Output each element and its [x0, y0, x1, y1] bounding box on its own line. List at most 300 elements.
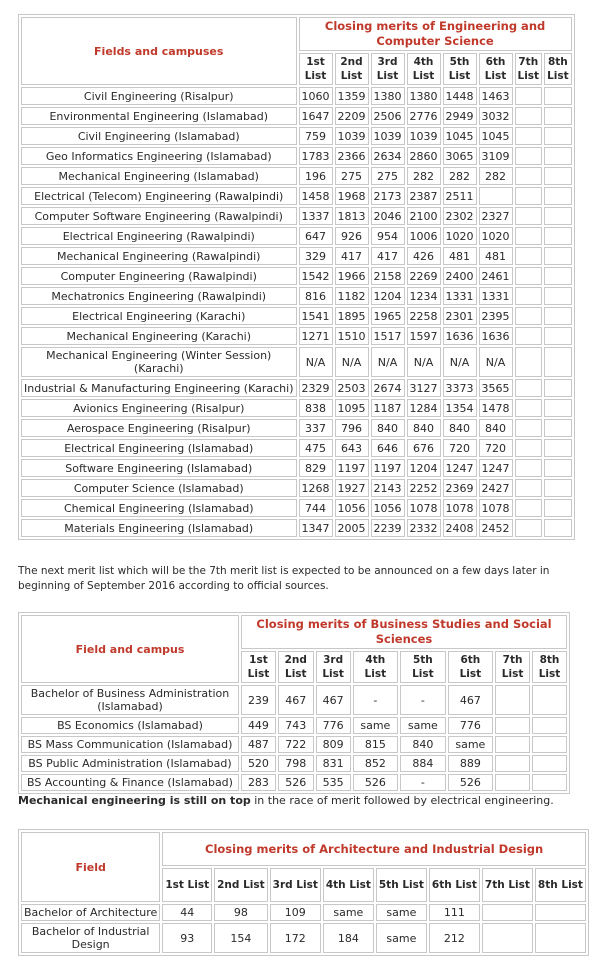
merit-cell: 1647 — [299, 107, 333, 125]
table-row — [21, 307, 572, 325]
column-header — [335, 53, 369, 85]
merit-cell: 3127 — [407, 379, 441, 397]
merit-cell: N/A — [479, 347, 513, 377]
column-header-list: List — [304, 70, 327, 82]
merit-cell: 1783 — [299, 147, 333, 165]
table-row — [21, 755, 567, 772]
merit-cell — [515, 519, 543, 537]
merit-cell: 2400 — [443, 267, 477, 285]
merit-cell: 98 — [214, 904, 268, 921]
merit-cell: 2461 — [479, 267, 513, 285]
merit-cell: 2674 — [371, 379, 405, 397]
row-label-text: BS Accounting & Finance (Islamabad) — [27, 776, 233, 789]
merit-cell: 2209 — [335, 107, 369, 125]
merit-cell: 954 — [371, 227, 405, 245]
business-title: Closing merits of Business Studies and Social Sciences — [241, 615, 567, 649]
merit-cell: 2776 — [407, 107, 441, 125]
merit-cell: 109 — [270, 904, 321, 921]
table-row — [21, 479, 572, 497]
column-header-ordinal: 8th — [539, 654, 560, 666]
merit-cell — [482, 904, 533, 921]
row-label-text: Mechanical Engineering (Winter Session) — [46, 349, 272, 362]
merit-cell: 2258 — [407, 307, 441, 325]
merit-cell — [479, 187, 513, 205]
merit-cell: 643 — [335, 439, 369, 457]
merit-cell: 2143 — [371, 479, 405, 497]
table-row — [21, 227, 572, 245]
merit-cell: 1182 — [335, 287, 369, 305]
merit-cell: 282 — [479, 167, 513, 185]
row-label — [21, 736, 239, 753]
merit-cell: 526 — [448, 774, 494, 791]
merit-cell: 467 — [448, 685, 494, 715]
merit-cell — [544, 479, 572, 497]
merit-cell: - — [353, 685, 399, 715]
row-label — [21, 207, 297, 225]
merit-cell: 275 — [335, 167, 369, 185]
merit-cell: 809 — [316, 736, 351, 753]
merit-cell: 852 — [353, 755, 399, 772]
table-row — [21, 419, 572, 437]
column-header-ordinal: 6th — [485, 56, 506, 68]
row-label — [21, 127, 297, 145]
column-header-list: List — [412, 70, 435, 82]
table-row — [21, 267, 572, 285]
merit-cell: 798 — [278, 755, 314, 772]
row-label — [21, 327, 297, 345]
row-label-text: Bachelor of Industrial — [31, 925, 150, 938]
column-header-ordinal: 4th — [413, 56, 434, 68]
row-label — [21, 717, 239, 734]
merit-cell: 1056 — [335, 499, 369, 517]
merit-cell: 1347 — [299, 519, 333, 537]
merit-cell: same — [448, 736, 494, 753]
merit-cell: 481 — [443, 247, 477, 265]
merit-cell: 1078 — [407, 499, 441, 517]
merit-cell: - — [400, 685, 446, 715]
merit-cell — [535, 923, 586, 953]
merit-cell: 2100 — [407, 207, 441, 225]
row-label — [21, 287, 297, 305]
row-label — [21, 347, 297, 377]
merit-cell: 2329 — [299, 379, 333, 397]
row-label-text: Mechanical Engineering (Karachi) — [66, 329, 252, 343]
column-header-list: List — [547, 70, 569, 82]
column-header-list: List — [364, 668, 387, 680]
row-label — [21, 774, 239, 791]
merit-cell: 1542 — [299, 267, 333, 285]
merit-cell: 467 — [316, 685, 351, 715]
merit-cell: 3065 — [443, 147, 477, 165]
merit-cell: 2949 — [443, 107, 477, 125]
row-label — [21, 923, 160, 953]
row-label-text: Software Engineering (Islamabad) — [65, 461, 253, 475]
merit-cell: 1813 — [335, 207, 369, 225]
merit-cell: 2387 — [407, 187, 441, 205]
merit-cell: same — [376, 923, 427, 953]
merit-cell — [515, 187, 543, 205]
merit-cell: 449 — [241, 717, 276, 734]
merit-cell — [544, 399, 572, 417]
merit-cell: 212 — [429, 923, 480, 953]
merit-cell: 1056 — [371, 499, 405, 517]
merit-cell — [515, 307, 543, 325]
row-label-text: Computer Software Engineering (Rawalpindi) — [34, 209, 283, 223]
merit-cell: 2452 — [479, 519, 513, 537]
merit-cell: 829 — [299, 459, 333, 477]
merit-cell: 1359 — [335, 87, 369, 105]
merit-cell: 840 — [443, 419, 477, 437]
table-row — [21, 379, 572, 397]
merit-cell: 2158 — [371, 267, 405, 285]
merit-cell: 93 — [162, 923, 212, 953]
merit-cell: 1197 — [335, 459, 369, 477]
merit-cell: 196 — [299, 167, 333, 185]
row-label-text: Geo Informatics Engineering (Islamabad) — [45, 149, 272, 163]
merit-cell — [495, 755, 530, 772]
column-header-ordinal: 5th — [412, 654, 433, 666]
engineering-field-header: Fields and campuses — [21, 17, 297, 85]
merit-cell — [544, 127, 572, 145]
row-label-text: Mechatronics Engineering (Rawalpindi) — [51, 289, 267, 303]
row-label-text: Environmental Engineering (Islamabad) — [49, 109, 269, 123]
column-header — [407, 53, 441, 85]
column-header-list: List — [484, 70, 507, 82]
row-label — [21, 479, 297, 497]
merit-cell: 2511 — [443, 187, 477, 205]
merit-cell: 2046 — [371, 207, 405, 225]
next-merit-note: The next merit list which will be the 7th merit list is expected to be announced on a few days later in beginning of September 2016 according to official sources. — [18, 565, 550, 592]
merit-cell — [515, 347, 543, 377]
merit-cell: 111 — [429, 904, 480, 921]
merit-cell — [515, 227, 543, 245]
column-header — [371, 53, 405, 85]
column-header — [479, 53, 513, 85]
table-row — [21, 287, 572, 305]
merit-cell — [515, 479, 543, 497]
merit-cell: 1517 — [371, 327, 405, 345]
column-header: 1st List — [162, 868, 212, 902]
row-label-text: Materials Engineering (Islamabad) — [64, 521, 254, 535]
merit-cell: 2302 — [443, 207, 477, 225]
merit-cell: 2239 — [371, 519, 405, 537]
row-label-text: Civil Engineering (Islamabad) — [77, 129, 240, 143]
column-header — [544, 53, 572, 85]
merit-cell: 1331 — [443, 287, 477, 305]
column-header — [400, 651, 446, 683]
merit-cell: 840 — [371, 419, 405, 437]
merit-cell: 1078 — [479, 499, 513, 517]
column-header-list: List — [322, 668, 344, 680]
column-header-list: List — [412, 668, 434, 680]
row-label — [21, 227, 297, 245]
merit-cell: 1337 — [299, 207, 333, 225]
row-label-text-2: Design — [71, 938, 110, 951]
row-label — [21, 167, 297, 185]
merit-cell: 1968 — [335, 187, 369, 205]
merit-cell: 1020 — [479, 227, 513, 245]
merit-cell: same — [376, 904, 427, 921]
merit-cell: 1354 — [443, 399, 477, 417]
merit-cell — [544, 287, 572, 305]
merit-cell — [544, 439, 572, 457]
merit-cell: 487 — [241, 736, 276, 753]
merit-cell: 1636 — [443, 327, 477, 345]
merit-cell — [535, 904, 586, 921]
row-label — [21, 519, 297, 537]
merit-cell: 467 — [278, 685, 314, 715]
merit-cell — [495, 685, 530, 715]
column-header: 7th List — [482, 868, 533, 902]
merit-cell: 2506 — [371, 107, 405, 125]
merit-cell — [532, 755, 567, 772]
merit-cell: 884 — [400, 755, 446, 772]
merit-cell: 1060 — [299, 87, 333, 105]
merit-cell: 1636 — [479, 327, 513, 345]
merit-cell: 1966 — [335, 267, 369, 285]
business-field-header: Field and campus — [21, 615, 239, 683]
column-header-ordinal: 2nd — [284, 654, 307, 666]
merit-cell: 172 — [270, 923, 321, 953]
merit-cell: 1204 — [371, 287, 405, 305]
merit-cell: 1597 — [407, 327, 441, 345]
table-row — [21, 685, 567, 715]
table-row — [21, 499, 572, 517]
merit-cell — [515, 147, 543, 165]
merit-cell — [515, 499, 543, 517]
merit-cell: 282 — [443, 167, 477, 185]
merit-cell — [515, 247, 543, 265]
column-header-ordinal: 5th — [449, 56, 470, 68]
table-row — [21, 459, 572, 477]
column-header-ordinal: 2nd — [340, 56, 363, 68]
merit-cell: 2408 — [443, 519, 477, 537]
merit-cell — [515, 399, 543, 417]
merit-cell: 776 — [448, 717, 494, 734]
merit-cell: 1895 — [335, 307, 369, 325]
column-header — [448, 651, 494, 683]
merit-cell: same — [323, 904, 374, 921]
row-label — [21, 419, 297, 437]
merit-cell — [515, 167, 543, 185]
column-header-ordinal: 1st — [249, 654, 268, 666]
column-header-list: List — [538, 668, 561, 680]
row-label-text: Computer Engineering (Rawalpindi) — [60, 269, 257, 283]
row-label-text: BS Public Administration (Islamabad) — [28, 757, 232, 770]
column-header-list: List — [448, 70, 471, 82]
row-label-text: BS Economics (Islamabad) — [57, 719, 203, 732]
merit-cell — [544, 327, 572, 345]
merit-cell: 646 — [371, 439, 405, 457]
column-header-ordinal: 8th — [547, 56, 568, 68]
table-row — [21, 247, 572, 265]
merit-cell: 2369 — [443, 479, 477, 497]
merit-cell: 3565 — [479, 379, 513, 397]
business-table — [18, 612, 570, 794]
row-label-text-2: (Karachi) — [133, 362, 184, 375]
merit-cell: same — [400, 717, 446, 734]
merit-cell: 1463 — [479, 87, 513, 105]
row-label-text: BS Mass Communication (Islamabad) — [27, 738, 233, 751]
merit-cell: 2634 — [371, 147, 405, 165]
merit-cell: 1039 — [407, 127, 441, 145]
merit-cell: 796 — [335, 419, 369, 437]
merit-cell: 722 — [278, 736, 314, 753]
merit-cell: 2173 — [371, 187, 405, 205]
merit-cell: 1510 — [335, 327, 369, 345]
merit-cell: 831 — [316, 755, 351, 772]
merit-cell: 2327 — [479, 207, 513, 225]
merit-cell: 184 — [323, 923, 374, 953]
merit-cell: 926 — [335, 227, 369, 245]
column-header-ordinal: 6th — [460, 654, 481, 666]
table-row — [21, 736, 567, 753]
merit-cell — [544, 247, 572, 265]
merit-cell: 2252 — [407, 479, 441, 497]
row-label — [21, 439, 297, 457]
row-label — [21, 187, 297, 205]
column-header — [299, 53, 333, 85]
row-label-text: Electrical Engineering (Islamabad) — [64, 441, 254, 455]
merit-cell — [532, 717, 567, 734]
merit-cell — [544, 307, 572, 325]
column-header-ordinal: 7th — [502, 654, 523, 666]
row-label-text: Chemical Engineering (Islamabad) — [63, 501, 254, 515]
merit-cell: 840 — [400, 736, 446, 753]
merit-cell: 1204 — [407, 459, 441, 477]
row-label-text: Electrical Engineering (Rawalpindi) — [62, 229, 255, 243]
merit-cell — [515, 127, 543, 145]
column-header — [443, 53, 477, 85]
merit-cell: 889 — [448, 755, 494, 772]
merit-cell: 1927 — [335, 479, 369, 497]
merit-cell: 526 — [278, 774, 314, 791]
merit-cell — [544, 207, 572, 225]
table-row — [21, 347, 572, 377]
merit-cell — [515, 287, 543, 305]
merit-footnote — [18, 794, 584, 807]
merit-cell: 1045 — [479, 127, 513, 145]
row-label-text: Electrical Engineering (Karachi) — [72, 309, 246, 323]
column-header-list: List — [501, 668, 524, 680]
merit-cell: 1247 — [479, 459, 513, 477]
table-row — [21, 167, 572, 185]
row-label-text: Mechanical Engineering (Rawalpindi) — [57, 249, 261, 263]
merit-cell: - — [400, 774, 446, 791]
column-header-list: List — [247, 668, 270, 680]
merit-cell: 1247 — [443, 459, 477, 477]
merit-cell: 838 — [299, 399, 333, 417]
merit-cell: 1268 — [299, 479, 333, 497]
merit-cell: N/A — [371, 347, 405, 377]
merit-cell — [544, 347, 572, 377]
merit-cell: 1234 — [407, 287, 441, 305]
table-row — [21, 327, 572, 345]
merit-cell: 2503 — [335, 379, 369, 397]
row-label — [21, 107, 297, 125]
architecture-field-header: Field — [21, 832, 160, 902]
row-label — [21, 459, 297, 477]
merit-cell — [482, 923, 533, 953]
merit-cell — [495, 774, 530, 791]
table-row — [21, 399, 572, 417]
row-label — [21, 499, 297, 517]
merit-cell: 776 — [316, 717, 351, 734]
row-label-text: Industrial & Manufacturing Engineering (Karachi) — [24, 381, 294, 395]
merit-cell: 2269 — [407, 267, 441, 285]
merit-cell: 337 — [299, 419, 333, 437]
row-label-text-2: (Islamabad) — [97, 700, 163, 713]
table-row — [21, 107, 572, 125]
column-header: 2nd List — [214, 868, 268, 902]
merit-cell: 1380 — [407, 87, 441, 105]
row-label-text: Aerospace Engineering (Risalpur) — [66, 421, 251, 435]
row-label — [21, 379, 297, 397]
engineering-title: Closing merits of Engineering and Computer Science — [299, 17, 572, 51]
merit-cell: 720 — [443, 439, 477, 457]
column-header: 6th List — [429, 868, 480, 902]
merit-cell — [544, 227, 572, 245]
merit-cell: 1020 — [443, 227, 477, 245]
column-header: 5th List — [376, 868, 427, 902]
merit-cell: 426 — [407, 247, 441, 265]
table-row — [21, 519, 572, 537]
merit-cell: 1039 — [371, 127, 405, 145]
merit-cell: 275 — [371, 167, 405, 185]
merit-cell: 2366 — [335, 147, 369, 165]
table-row — [21, 147, 572, 165]
merit-cell: 816 — [299, 287, 333, 305]
merit-cell: 1045 — [443, 127, 477, 145]
column-header-list: List — [376, 70, 399, 82]
merit-cell: 2301 — [443, 307, 477, 325]
merit-cell: 1039 — [335, 127, 369, 145]
merit-cell: 239 — [241, 685, 276, 715]
merit-cell — [544, 459, 572, 477]
merit-cell: 1187 — [371, 399, 405, 417]
row-label-text: Avionics Engineering (Risalpur) — [73, 401, 245, 415]
row-label-text: Computer Science (Islamabad) — [73, 481, 244, 495]
merit-cell: same — [353, 717, 399, 734]
merit-cell: 526 — [353, 774, 399, 791]
merit-cell: 676 — [407, 439, 441, 457]
merit-cell: 1331 — [479, 287, 513, 305]
merit-cell: 44 — [162, 904, 212, 921]
merit-cell — [532, 685, 567, 715]
merit-cell: 1380 — [371, 87, 405, 105]
merit-cell — [544, 519, 572, 537]
merit-cell: 1078 — [443, 499, 477, 517]
column-header-list: List — [517, 70, 540, 82]
merit-cell: 282 — [407, 167, 441, 185]
column-header — [515, 53, 543, 85]
merit-cell: 2395 — [479, 307, 513, 325]
merit-cell: N/A — [335, 347, 369, 377]
merit-cell: 520 — [241, 755, 276, 772]
footnote-bold: Mechanical engineering is still on top — [18, 794, 251, 807]
merit-cell — [544, 187, 572, 205]
table-row — [21, 923, 586, 953]
column-header — [316, 651, 351, 683]
table-row — [21, 187, 572, 205]
architecture-table — [18, 829, 589, 956]
merit-cell: 2005 — [335, 519, 369, 537]
merit-cell — [544, 87, 572, 105]
merit-cell: 2427 — [479, 479, 513, 497]
column-header: 4th List — [323, 868, 374, 902]
merit-cell: 3032 — [479, 107, 513, 125]
column-header-list: List — [459, 668, 482, 680]
